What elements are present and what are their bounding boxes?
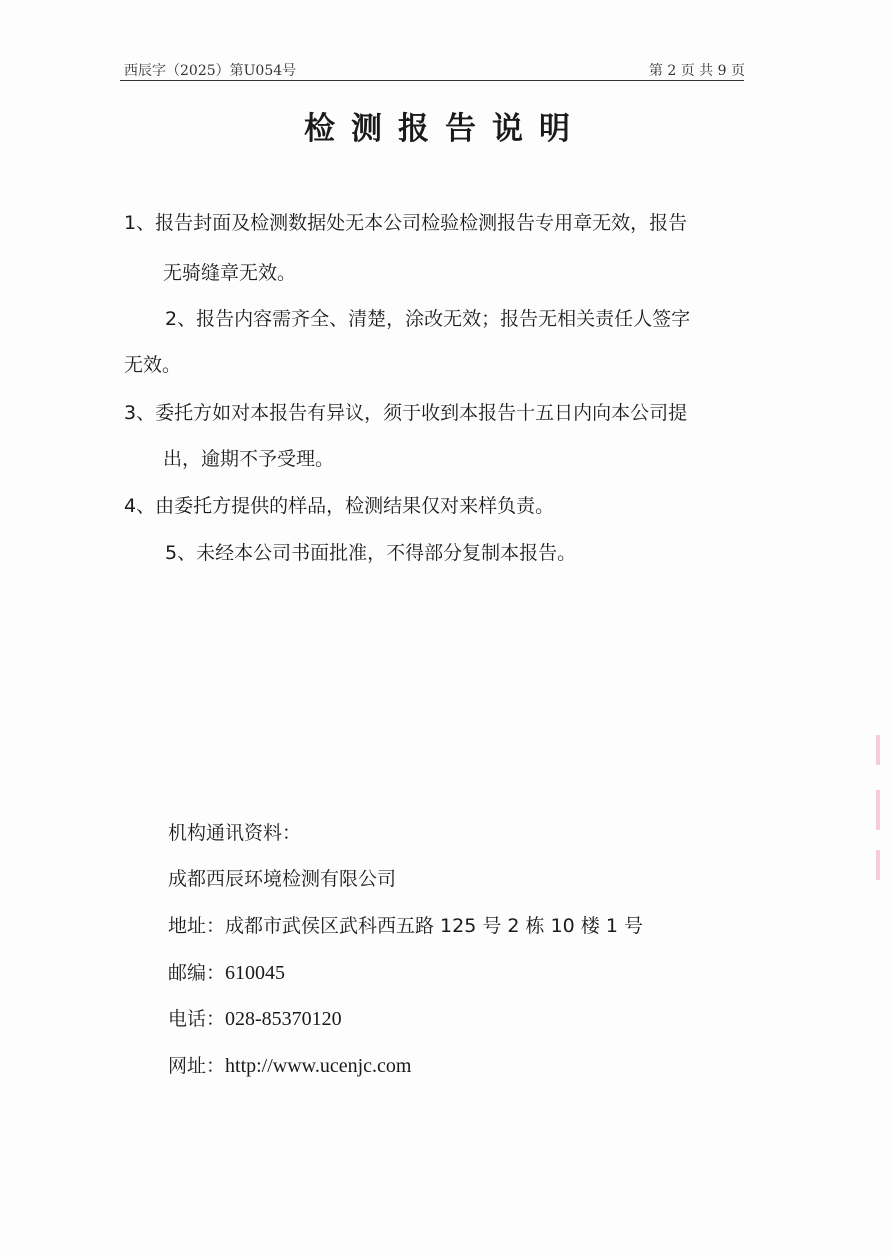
note-5: 5、未经本公司书面批准，不得部分复制本报告。 — [165, 542, 577, 564]
note-3-line-1: 3、委托方如对本报告有异议，须于收到本报告十五日内向本公司提 — [124, 402, 688, 424]
phone-label: 电话： — [168, 1008, 226, 1030]
note-1-line-2: 无骑缝章无效。 — [163, 262, 297, 284]
header-divider — [120, 80, 744, 81]
seal-edge-mark — [876, 735, 880, 765]
website-row — [168, 1051, 411, 1078]
company-name: 成都西辰环境检测有限公司 — [168, 868, 397, 890]
note-3-line-2: 出，逾期不予受理。 — [163, 448, 335, 470]
note-2-line-2: 无效。 — [124, 354, 182, 376]
contact-heading: 机构通讯资料： — [168, 822, 302, 844]
note-4: 4、由委托方提供的样品，检测结果仅对来样负责。 — [124, 495, 555, 517]
report-number: 西辰字（2025）第U054号 — [124, 63, 297, 79]
seal-edge-mark — [876, 850, 880, 880]
postcode-row — [168, 958, 285, 985]
postcode-label: 邮编： — [168, 962, 226, 984]
phone-row — [168, 1004, 342, 1031]
phone-value: 028-85370120 — [225, 1008, 342, 1030]
address-label: 地址： — [168, 915, 226, 937]
note-2-line-1: 2、报告内容需齐全、清楚，涂改无效；报告无相关责任人签字 — [165, 308, 691, 330]
website-label: 网址： — [168, 1055, 226, 1077]
postcode-value: 610045 — [225, 962, 286, 984]
website-value: http://www.ucenjc.com — [225, 1055, 412, 1077]
page-title: 检测报告说明 — [304, 111, 586, 147]
page-indicator: 第 2 页 共 9 页 — [648, 63, 745, 79]
address-row — [168, 911, 643, 938]
seal-edge-mark — [876, 790, 880, 830]
address-value: 成都市武侯区武科西五路 125 号 2 栋 10 楼 1 号 — [225, 915, 643, 937]
note-1-line-1: 1、报告封面及检测数据处无本公司检验检测报告专用章无效，报告 — [124, 212, 688, 234]
